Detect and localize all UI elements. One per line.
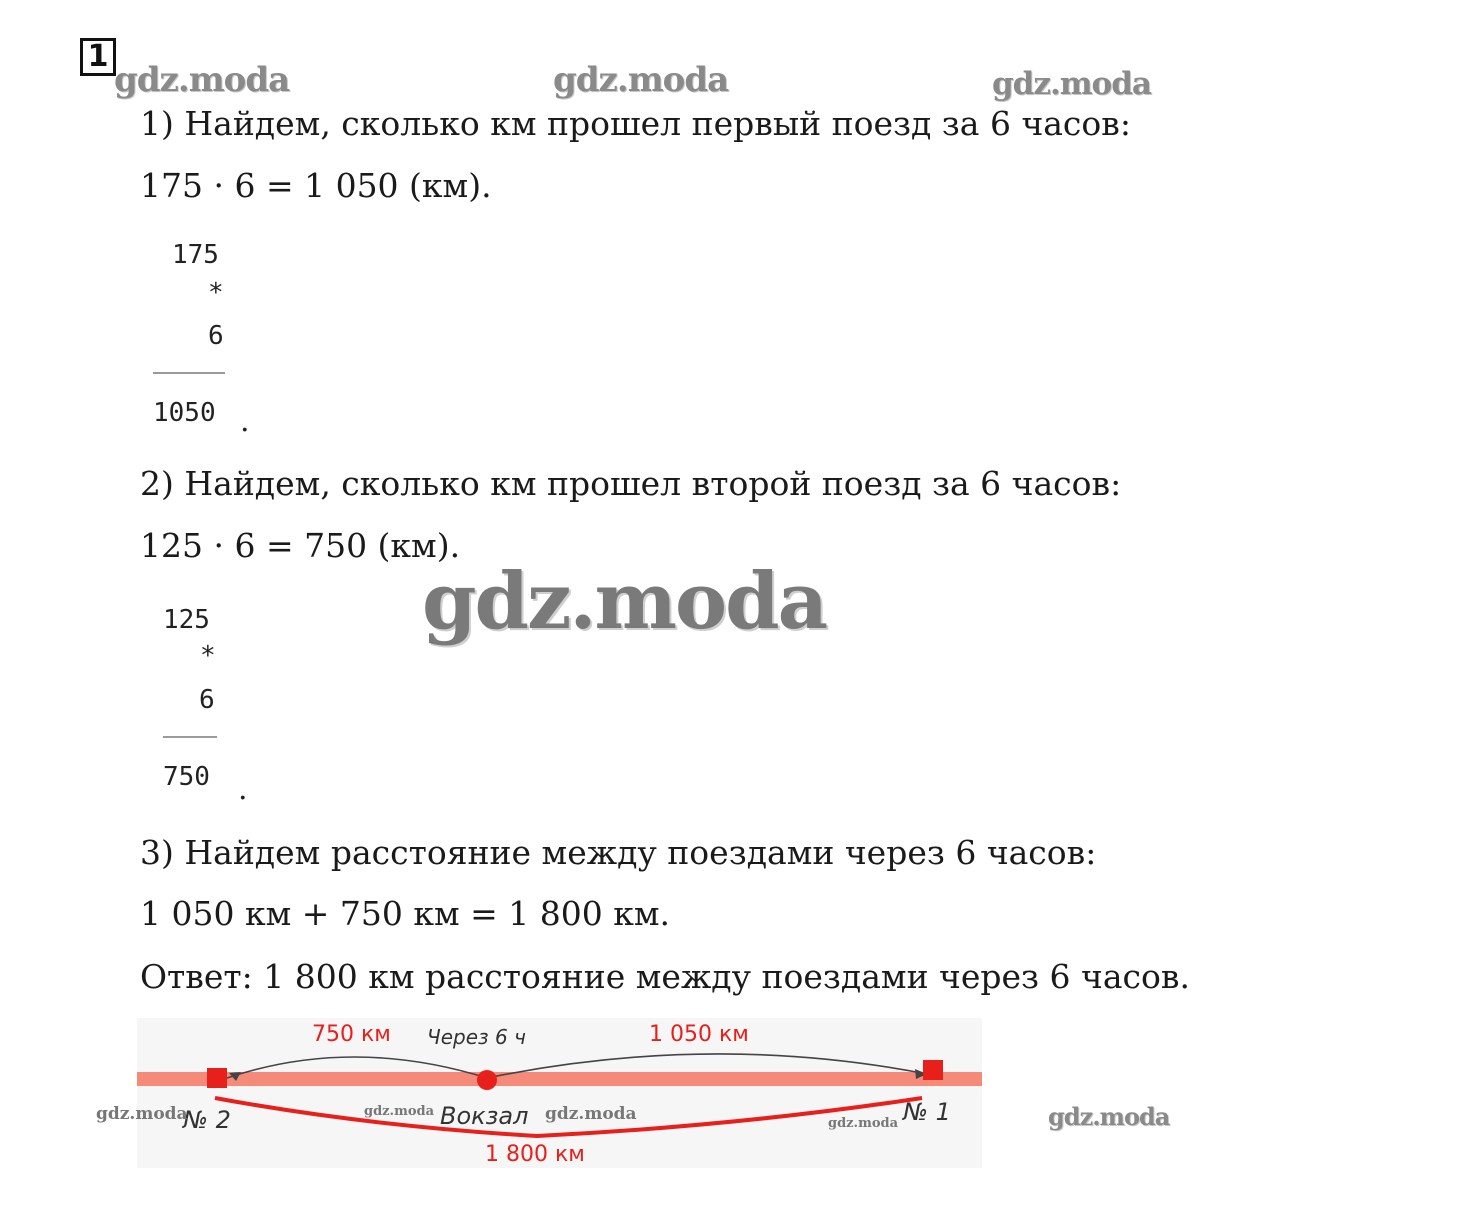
train-1-label: № 1 <box>903 1098 951 1126</box>
column-rule <box>153 372 225 374</box>
railway-track <box>137 1072 982 1086</box>
right-distance-label: 1 050 км <box>649 1022 749 1047</box>
train-2-label: № 2 <box>183 1106 231 1134</box>
column-operand-b: 6 <box>208 321 224 351</box>
watermark-small: gdz.moda <box>96 1104 188 1124</box>
column-result: 750 <box>163 762 210 792</box>
watermark: gdz.moda <box>992 66 1151 102</box>
column-operand-a: 125 <box>163 605 210 635</box>
total-distance-label: 1 800 км <box>485 1142 585 1167</box>
step-1-text: 1) Найдем, сколько км прошел первый поезд за 6 часов: <box>140 104 1131 143</box>
answer-text: Ответ: 1 800 км расстояние между поездами через 6 часов. <box>140 957 1190 996</box>
station-label: Вокзал <box>440 1102 529 1130</box>
watermark: gdz.moda <box>114 60 290 100</box>
column-result: 1050 <box>153 398 216 428</box>
step-1-expression: 175 · 6 = 1 050 (км). <box>140 166 492 205</box>
column-rule <box>163 736 217 738</box>
left-distance-label: 750 км <box>312 1022 391 1047</box>
station-marker <box>477 1070 497 1090</box>
step-3-expression: 1 050 км + 750 км = 1 800 км. <box>140 894 671 933</box>
column-operand-a: 175 <box>172 240 219 270</box>
watermark-small: gdz.moda <box>828 1116 899 1131</box>
column-operand-b: 6 <box>199 685 215 715</box>
watermark: gdz.moda <box>1048 1102 1170 1131</box>
watermark-small: gdz.moda <box>545 1104 637 1124</box>
task-number: 1 <box>80 38 116 76</box>
train-2-marker <box>207 1068 227 1088</box>
train-1-marker <box>923 1060 943 1080</box>
period: . <box>240 404 250 439</box>
period: . <box>238 772 248 807</box>
column-operator: * <box>200 641 216 671</box>
time-label: Через 6 ч <box>427 1025 526 1049</box>
step-3-text: 3) Найдем расстояние между поездами через 6 часов: <box>140 833 1097 872</box>
watermark-small: gdz.moda <box>364 1104 435 1119</box>
column-operator: * <box>208 278 224 308</box>
watermark: gdz.moda <box>553 60 729 100</box>
step-2-expression: 125 · 6 = 750 (км). <box>140 526 461 565</box>
trains-diagram <box>137 1018 982 1168</box>
step-2-text: 2) Найдем, сколько км прошел второй поезд за 6 часов: <box>140 464 1122 503</box>
watermark-large: gdz.moda <box>422 556 827 647</box>
